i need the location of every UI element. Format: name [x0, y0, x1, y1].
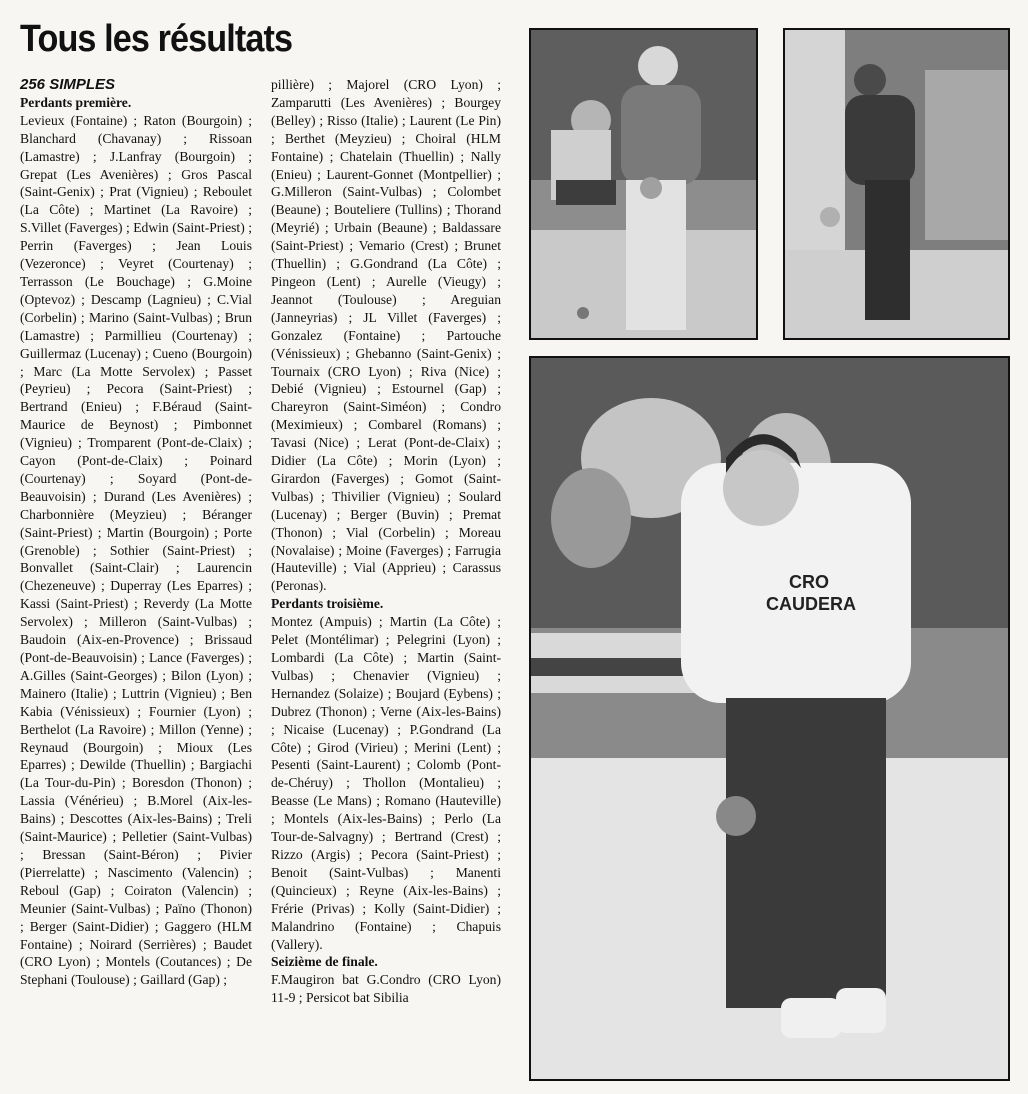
subhead-sixteenth-finals: Seizième de finale. — [271, 954, 378, 970]
losers-third-list: Montez (Ampuis) ; Martin (La Côte) ; Pelet (Montélimar) ; Pelegrini (Lyon) ; Lombardi (La Côte) ; Martin (Saint-Vulbas) ; Chenavier (Vignieu) ; Hernandez (Solaize) ; Boujard (Eybens) ; Dubrez (Thonon) ; Verne (Aix-les-Bains) ; Nicaise (Lucenay) ; P.Gondrand (La Côte) ; Girod (Virieu) ; Merini (Lent) ; Pesenti (Saint-Laurent) ; Colomb (Pont-de-Chéruy) ; Thollon (Montalieu) ; Beasse (Le Mans) ; Romano (Hauteville) ; Montels (Aix-les-Bains) ; Perlo (La Tour-de-Salvagny) ; Bertrand (Crest) ; Rizzo (Argis) ; Pecora (Saint-Priest) ; Benoit (Saint-Vulbas) ; Manenti (Quincieux) ; Reyne (Aix-les-Bains) ; Frérie (Privas) ; Kolly (Saint-Didier) ; Malandrino (Fontaine) ; Chapuis (Vallery). — [271, 614, 501, 952]
text-column-2 — [271, 76, 501, 1007]
subhead-losers-first: Perdants première. — [20, 94, 132, 110]
photo-player-main — [529, 356, 1010, 1081]
photo-player-throwing-2 — [783, 28, 1010, 340]
sixteenth-finals-results: F.Maugiron bat G.Condro (CRO Lyon) 11-9 ; Persicot bat Sibilia — [271, 972, 501, 1006]
losers-first-list-part1: Levieux (Fontaine) ; Raton (Bourgoin) ; Blanchard (Chavanay) ; Rissoan (Lamastre) ; J.Lanfray (Bourgoin) ; Grepat (Les Avenières) ; Gros Pascal (Saint-Genix) ; Prat (Vignieu) ; Reboulet (La Côte) ; Martinet (La Ravoire) ; S.Villet (Faverges) ; Edwin (Saint-Priest) ; Perrin (Faverges) ; Jean Louis (Vezeronce) ; Veyret (Courtenay) ; Terrasson (Le Bouchage) ; G.Moine (Optevoz) ; Descamp (Lagnieu) ; C.Vial (Corbelin) ; Marino (Saint-Vulbas) ; Brun (Lamastre) ; Parmillieu (Courtenay) ; Guillermaz (Lucenay) ; Cueno (Bourgoin) ; Marc (La Motte Servolex) ; Passet (Peyrieu) ; Pecora (Saint-Priest) ; Bertrand (Enieu) ; F.Béraud (Saint-Maurice de Beynost) ; Pimbonnet (Vignieu) ; Tromparent (Pont-de-Claix) ; Cayon (Pont-de-Claix) ; Poinard (Courtenay) ; Soyard (Pont-de-Beauvoisin) ; Durand (Les Avenières) ; Charbonnière (Meyzieu) ; Béranger (Saint-Priest) ; Martin (Bourgoin) ; Porte (Grenoble) ; Sothier (Saint-Priest) ; Bonvallet (Saint-Clair) ; Laurencin (Chezeneuve) ; Duperray (Les Eparres) ; Kassi (Saint-Priest) ; Reverdy (La Motte Servolex) ; Milleron (Saint-Vulbas) ; Baudoin (Aix-en-Provence) ; Brissaud (Pont-de-Beauvoisin) ; Lance (Faverges) ; A.Gilles (Saint-Georges) ; Bilon (Lyon) ; Mainero (Italie) ; Luttrin (Vignieu) ; Ben Kabia (Vénissieux) ; Fournier (Lyon) ; Berthelot (La Ravoire) ; Millon (Yenne) ; Reynaud (Bourgoin) ; Mioux (Les Eparres) ; Dewilde (Thuellin) ; Bargiachi (La Tour-du-Pin) ; Boresdon (Thonon) ; Lassia (Vénérieu) ; B.Morel (Aix-les-Bains) ; Descottes (Aix-les-Bains) ; Treli (Saint-Maurice) ; Pelletier (Saint-Vulbas) ; Bressan (Saint-Béron) ; Pivier (Pierrelatte) ; Nascimento (Valencin) ; Reboul (Gap) ; Coiraton (Valencin) ; Meunier (Saint-Vulbas) ; Païno (Thonon) ; Berger (Saint-Didier) ; Gaggero (HLM Fontaine) ; Noirard (Serrières) ; Baudet (CRO Lyon) ; Montels (Coutances) ; De Stephani (Toulouse) ; Gaillard (Gap) ; — [20, 112, 252, 988]
losers-first-list-part2: pillière) ; Majorel (CRO Lyon) ; Zamparutti (Les Avenières) ; Bourgey (Belley) ; Risso (Italie) ; Laurent (Le Pin) ; Berthet (Meyzieu) ; Choiral (HLM Fontaine) ; Chatelain (Thuellin) ; Nally (Enieu) ; Laurent-Gonnet (Montpellier) ; G.Milleron (Saint-Vulbas) ; Colombet (Beaune) ; Bouteliere (Tullins) ; Thorand (Meyrié) ; Urbain (Beaune) ; Baldassare (Saint-Priest) ; Vemario (Crest) ; Brunet (Thuellin) ; G.Gondrand (La Côte) ; Pingeon (Lent) ; Aurelle (Vieugy) ; Jeannot (Toulouse) ; Areguian (Janneyrias) ; JL Villet (Faverges) ; Gonzalez (Fontaine) ; Partouche (Vénissieux) ; Ghebanno (Saint-Genix) ; Tournaix (CRO Lyon) ; Riva (Nice) ; Debié (Vignieu) ; Estournel (Gap) ; Chareyron (Saint-Siméon) ; Condro (Meximieux) ; Combarel (Romans) ; Tavasi (Nice) ; Lerat (Pont-de-Claix) ; Didier (La Côte) ; Morin (Lyon) ; Girardon (Faverges) ; Gomot (Saint-Vulbas) ; Thivilier (Vignieu) ; Soulard (Lucenay) ; Berger (Buvin) ; Premat (Thonon) ; Vial (Corbelin) ; Moreau (Novalaise) ; Moine (Faverges) ; Farrugia (Hauteville) ; Vial (Apprieu) ; Carassus (Peronas). — [271, 77, 501, 594]
text-column-1 — [20, 76, 252, 989]
photo-player-throwing-1 — [529, 28, 758, 340]
headline: Tous les résultats — [20, 18, 293, 60]
subhead-losers-third: Perdants troisième. — [271, 596, 384, 612]
section-title: 256 SIMPLES — [20, 76, 116, 93]
shirt-text-caudera: CAUDERA — [766, 594, 856, 614]
shirt-text-cro: CRO — [789, 572, 829, 592]
